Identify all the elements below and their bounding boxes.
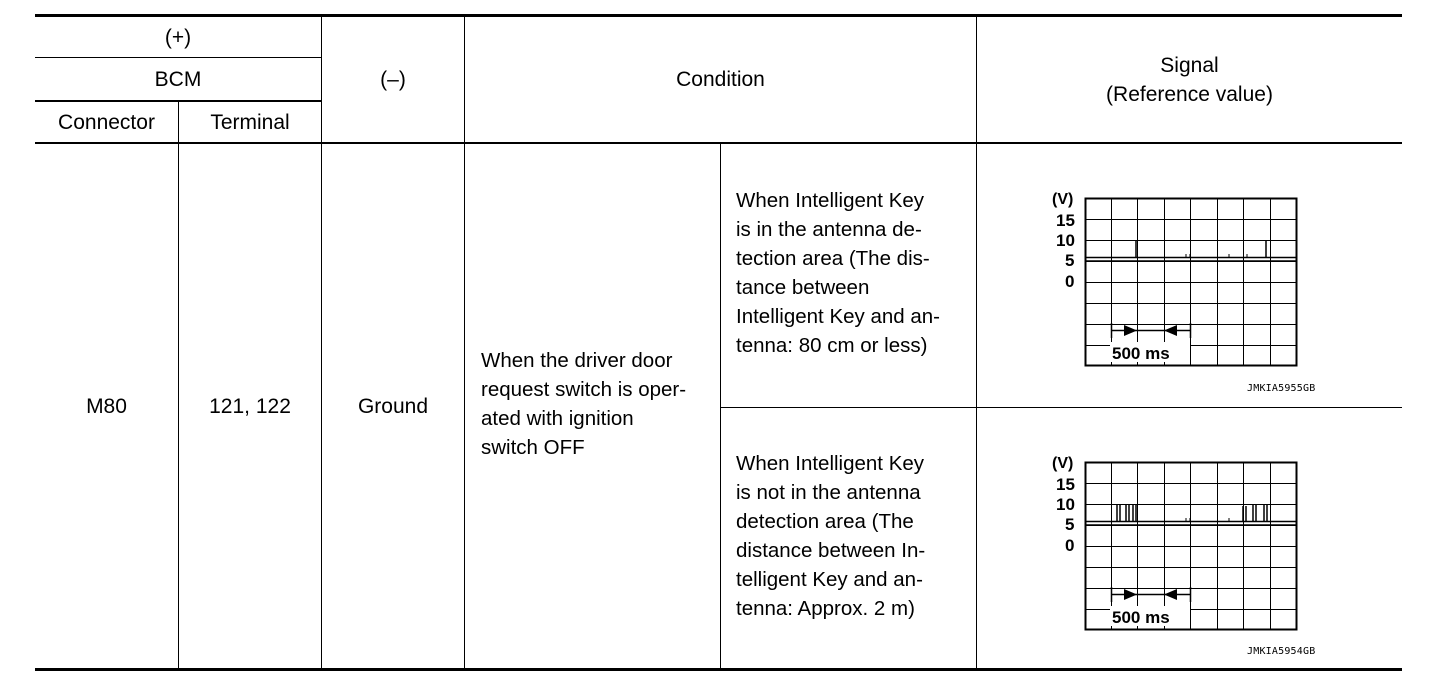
cell-connector: M80	[86, 394, 127, 418]
chart-grid	[1085, 462, 1297, 630]
condition-main	[481, 346, 686, 462]
chart-grid	[1085, 198, 1297, 366]
y-tick-label: 0	[1065, 536, 1075, 555]
cell-ground: Ground	[357, 394, 429, 418]
table-bottom-border	[35, 668, 1402, 671]
subcondition-line: tance between	[736, 276, 870, 299]
condition-sub-divider	[720, 143, 721, 669]
header-bcm: BCM	[154, 67, 202, 91]
y-tick-label: 15	[1056, 475, 1075, 494]
header-terminal: Terminal	[210, 110, 290, 134]
subcondition-line: When Intelligent Key	[736, 189, 925, 212]
cell-terminal: 121, 122	[209, 394, 291, 418]
time-scale-marker	[1111, 587, 1191, 602]
header-minus: (–)	[380, 68, 406, 91]
time-scale-label: 500 ms	[1112, 344, 1170, 363]
y-tick-label: 0	[1065, 272, 1075, 291]
signal-chart-2	[1040, 448, 1310, 638]
time-scale-marker	[1111, 323, 1191, 338]
subcondition-line: tenna: Approx. 2 m)	[736, 597, 915, 620]
subcondition-line: telligent Key and an-	[736, 568, 923, 591]
time-scale-label: 500 ms	[1112, 608, 1170, 627]
subcondition-line: tenna: 80 cm or less)	[736, 334, 928, 357]
header-signal	[977, 17, 1402, 142]
figure-code-1: JMKIA5955GB	[1247, 383, 1316, 394]
header-condition: Condition	[676, 68, 765, 91]
subcondition-line: distance between In-	[736, 539, 926, 562]
subcondition-line: is in the antenna de-	[736, 218, 922, 241]
signal-chart-1	[1040, 184, 1310, 374]
subcondition-key-in-area	[736, 186, 940, 360]
subcondition-key-not-in-area	[736, 449, 925, 623]
y-tick-label: 5	[1065, 251, 1075, 270]
subcondition-divider	[720, 407, 1402, 408]
y-axis-label: (V)	[1052, 455, 1074, 472]
subcondition-line: tection area (The dis-	[736, 247, 930, 270]
subcondition-line: is not in the antenna	[736, 481, 921, 504]
y-tick-label: 10	[1056, 231, 1075, 250]
condition-main-line: When the driver door	[481, 349, 673, 372]
scale-arrow	[1124, 589, 1137, 600]
scale-arrow	[1164, 325, 1177, 336]
figure-code-2: JMKIA5954GB	[1247, 646, 1316, 657]
y-tick-label: 10	[1056, 495, 1075, 514]
scale-arrow	[1124, 325, 1137, 336]
header-connector: Connector	[58, 110, 155, 134]
header-plus: (+)	[164, 25, 192, 49]
header-signal-subtitle: (Reference value)	[1106, 82, 1273, 106]
condition-main-line: request switch is oper-	[481, 378, 687, 401]
header-signal-title: Signal	[1160, 53, 1219, 77]
scale-arrow	[1164, 589, 1177, 600]
subcondition-line: detection area (The	[736, 510, 914, 533]
y-tick-label: 15	[1056, 211, 1075, 230]
condition-main-line: switch OFF	[481, 436, 585, 459]
condition-main-line: ated with ignition	[481, 407, 634, 430]
subcondition-line: When Intelligent Key	[736, 452, 925, 475]
subcondition-line: Intelligent Key and an-	[736, 305, 940, 328]
y-axis-label: (V)	[1052, 191, 1074, 208]
y-tick-label: 5	[1065, 515, 1075, 534]
